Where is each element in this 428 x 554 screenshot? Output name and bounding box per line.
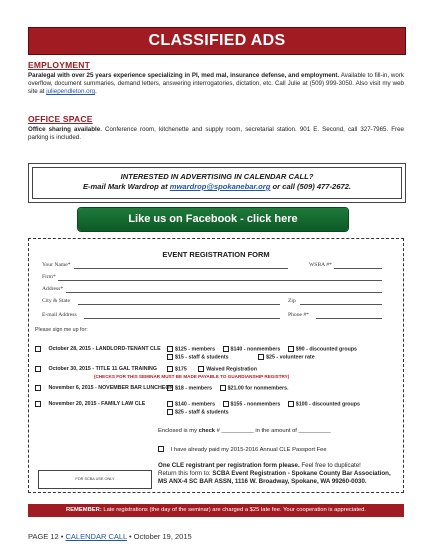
enclosed-pre: Enclosed is my [158, 428, 199, 434]
remember-text: Late registrations (the day of the seminar) are charged a $25 late fee. Your cooperation is appreciated. [101, 507, 366, 513]
wsba-field[interactable] [334, 268, 382, 269]
employment-lead: Paralegal with over 25 years experience specializing in PI, med mal, insurance defense, and employment. [28, 72, 340, 79]
enclosed-check-line [158, 428, 331, 434]
office-use-box: FOR SCBA USE ONLY [38, 470, 152, 489]
enclosed-check-word: check [198, 428, 216, 434]
checkbox-option[interactable] [223, 346, 229, 352]
zip-field[interactable] [300, 304, 382, 305]
option-label: $25 - volunteer rate [266, 354, 315, 361]
remember-label: REMEMBER: [66, 507, 102, 513]
title-11-payable-note: (CHECKS FOR THIS SEMINAR MUST BE MADE PAYABLE TO GUARDIANSHIP REGISTRY) [94, 374, 290, 379]
advertising-box [28, 163, 406, 203]
checkbox-title-11-gal[interactable] [35, 366, 41, 372]
office-lead: Office sharing available [28, 126, 101, 133]
employment-website-link[interactable]: juliependleton.org [46, 88, 96, 95]
advertising-line-2-post: or call (509) 477-2672. [270, 182, 352, 191]
name-field-label: Your Name* [42, 262, 71, 268]
title-11-options [167, 366, 257, 372]
page-footer [28, 532, 192, 541]
return-label: Return this form to: [158, 470, 213, 477]
bar-luncheon-options [167, 385, 289, 391]
event-family-law [35, 401, 145, 407]
employment-paragraph [28, 72, 404, 96]
checkbox-option[interactable] [288, 346, 294, 352]
advertising-box-inner [32, 167, 402, 199]
facebook-like-button[interactable]: Like us on Facebook - click here [78, 208, 348, 231]
advertising-line-2 [33, 182, 401, 192]
checkbox-option[interactable] [288, 401, 294, 407]
footer-page: PAGE 12 • [28, 532, 66, 541]
checkbox-bar-luncheon[interactable] [35, 385, 41, 391]
enclosed-mid: # __________ in the amount of __________ [215, 428, 331, 434]
passport-paid-line [158, 446, 327, 453]
city-state-field[interactable] [78, 304, 280, 305]
event-bar-luncheon [35, 385, 173, 391]
family-law-options-row-1 [167, 401, 360, 407]
option-label: $90 - discounted groups [295, 346, 357, 353]
advertising-email-link[interactable]: mwardrop@spokanebar.org [169, 182, 271, 191]
landlord-tenant-options-row-1 [167, 346, 357, 352]
option-label: $15 - staff & students [175, 354, 229, 361]
checkbox-option[interactable] [198, 366, 204, 372]
employment-body: Available to fill-in, work overflow, document summaries, demand letters, answering interrogatories, dictation, etc. Call Julie at (509) 999-3050. Also visit my web site at [28, 72, 404, 95]
checkbox-landlord-tenant[interactable] [35, 346, 41, 352]
email-field[interactable] [84, 318, 280, 319]
checkbox-option[interactable] [220, 385, 226, 391]
option-label: $155 - nonmembers [230, 401, 281, 408]
family-law-options-row-2 [167, 409, 229, 415]
option-label: $175 [175, 366, 187, 373]
option-label: $18 - members [175, 385, 213, 392]
address-field[interactable] [66, 292, 382, 293]
one-cle-bold: One CLE registrant per registration form please. [158, 462, 300, 469]
zip-field-label: Zip [288, 298, 296, 304]
checkbox-option[interactable] [167, 385, 173, 391]
checkbox-passport-paid[interactable] [158, 446, 164, 452]
classified-ads-banner: CLASSIFIED ADS [28, 27, 406, 55]
employment-end: . [95, 88, 97, 95]
footer-date: • October 19, 2015 [126, 532, 192, 541]
event-title: October 28, 2015 - LANDLORD-TENANT CLE [48, 346, 161, 353]
option-label: $140 - members [175, 401, 216, 408]
event-landlord-tenant [35, 346, 161, 352]
event-title: November 20, 2015 - FAMILY LAW CLE [48, 401, 146, 408]
event-title: November 6, 2015 - NOVEMBER BAR LUNCHEON [48, 385, 174, 392]
address-field-label: Address* [42, 286, 64, 292]
phone-field[interactable] [316, 318, 382, 319]
checkbox-option[interactable] [223, 401, 229, 407]
option-label: $21.00 for nonmembers. [227, 385, 289, 392]
option-label: $125 - members [175, 346, 216, 353]
calendar-call-link[interactable]: CALENDAR CALL [65, 532, 127, 541]
city-state-field-label: City & State [42, 298, 70, 304]
passport-paid-label: I have already paid my 2015-2016 Annual CLE Passport Fee [170, 446, 327, 453]
checkbox-option[interactable] [167, 401, 173, 407]
checkbox-option[interactable] [258, 354, 264, 360]
late-fee-reminder [28, 504, 404, 517]
return-instructions [158, 462, 398, 486]
option-label: $25 - staff & students [175, 409, 229, 416]
advertising-line-1: INTERESTED IN ADVERTISING IN CALENDAR CALL? [120, 172, 314, 181]
office-space-heading: OFFICE SPACE [28, 114, 93, 124]
checkbox-family-law[interactable] [35, 401, 41, 407]
name-field[interactable] [74, 268, 288, 269]
signup-label: Please sign me up for: [35, 327, 88, 333]
email-field-label: E-mail Address [42, 312, 77, 318]
office-space-paragraph [28, 126, 404, 142]
one-cle-rest: Feel free to duplicate! [299, 462, 361, 469]
event-title: October 30, 2015 - TITLE 11 GAL TRAINING [48, 366, 158, 373]
phone-field-label: Phone #* [288, 312, 309, 318]
office-body: . Conference room, kitchenette and supply room, secretarial station. 901 E. Second, call 327-7965. Free parking is included. [28, 126, 404, 141]
option-label: $140 - nonmembers [230, 346, 281, 353]
event-title-11-gal [35, 366, 157, 372]
wsba-field-label: WSBA #* [309, 262, 332, 268]
return-address: SCBA Event Registration - Spokane County Bar Association, MS ANX-4 SC BAR ASSN, 1116 W. Broadway, Spokane, WA 99260-0030. [158, 470, 391, 485]
checkbox-option[interactable] [167, 354, 173, 360]
employment-heading: EMPLOYMENT [28, 60, 90, 70]
advertising-line-2-pre: E-mail Mark Wardrop at [82, 182, 170, 191]
firm-field[interactable] [58, 280, 382, 281]
landlord-tenant-options-row-2 [167, 354, 315, 360]
option-label: $100 - discounted groups [295, 401, 360, 408]
firm-field-label: Firm* [42, 274, 56, 280]
option-label: Waived Registration [206, 366, 258, 373]
checkbox-option[interactable] [167, 346, 173, 352]
checkbox-option[interactable] [167, 409, 173, 415]
checkbox-option[interactable] [167, 366, 173, 372]
registration-form-title: EVENT REGISTRATION FORM [162, 250, 270, 259]
